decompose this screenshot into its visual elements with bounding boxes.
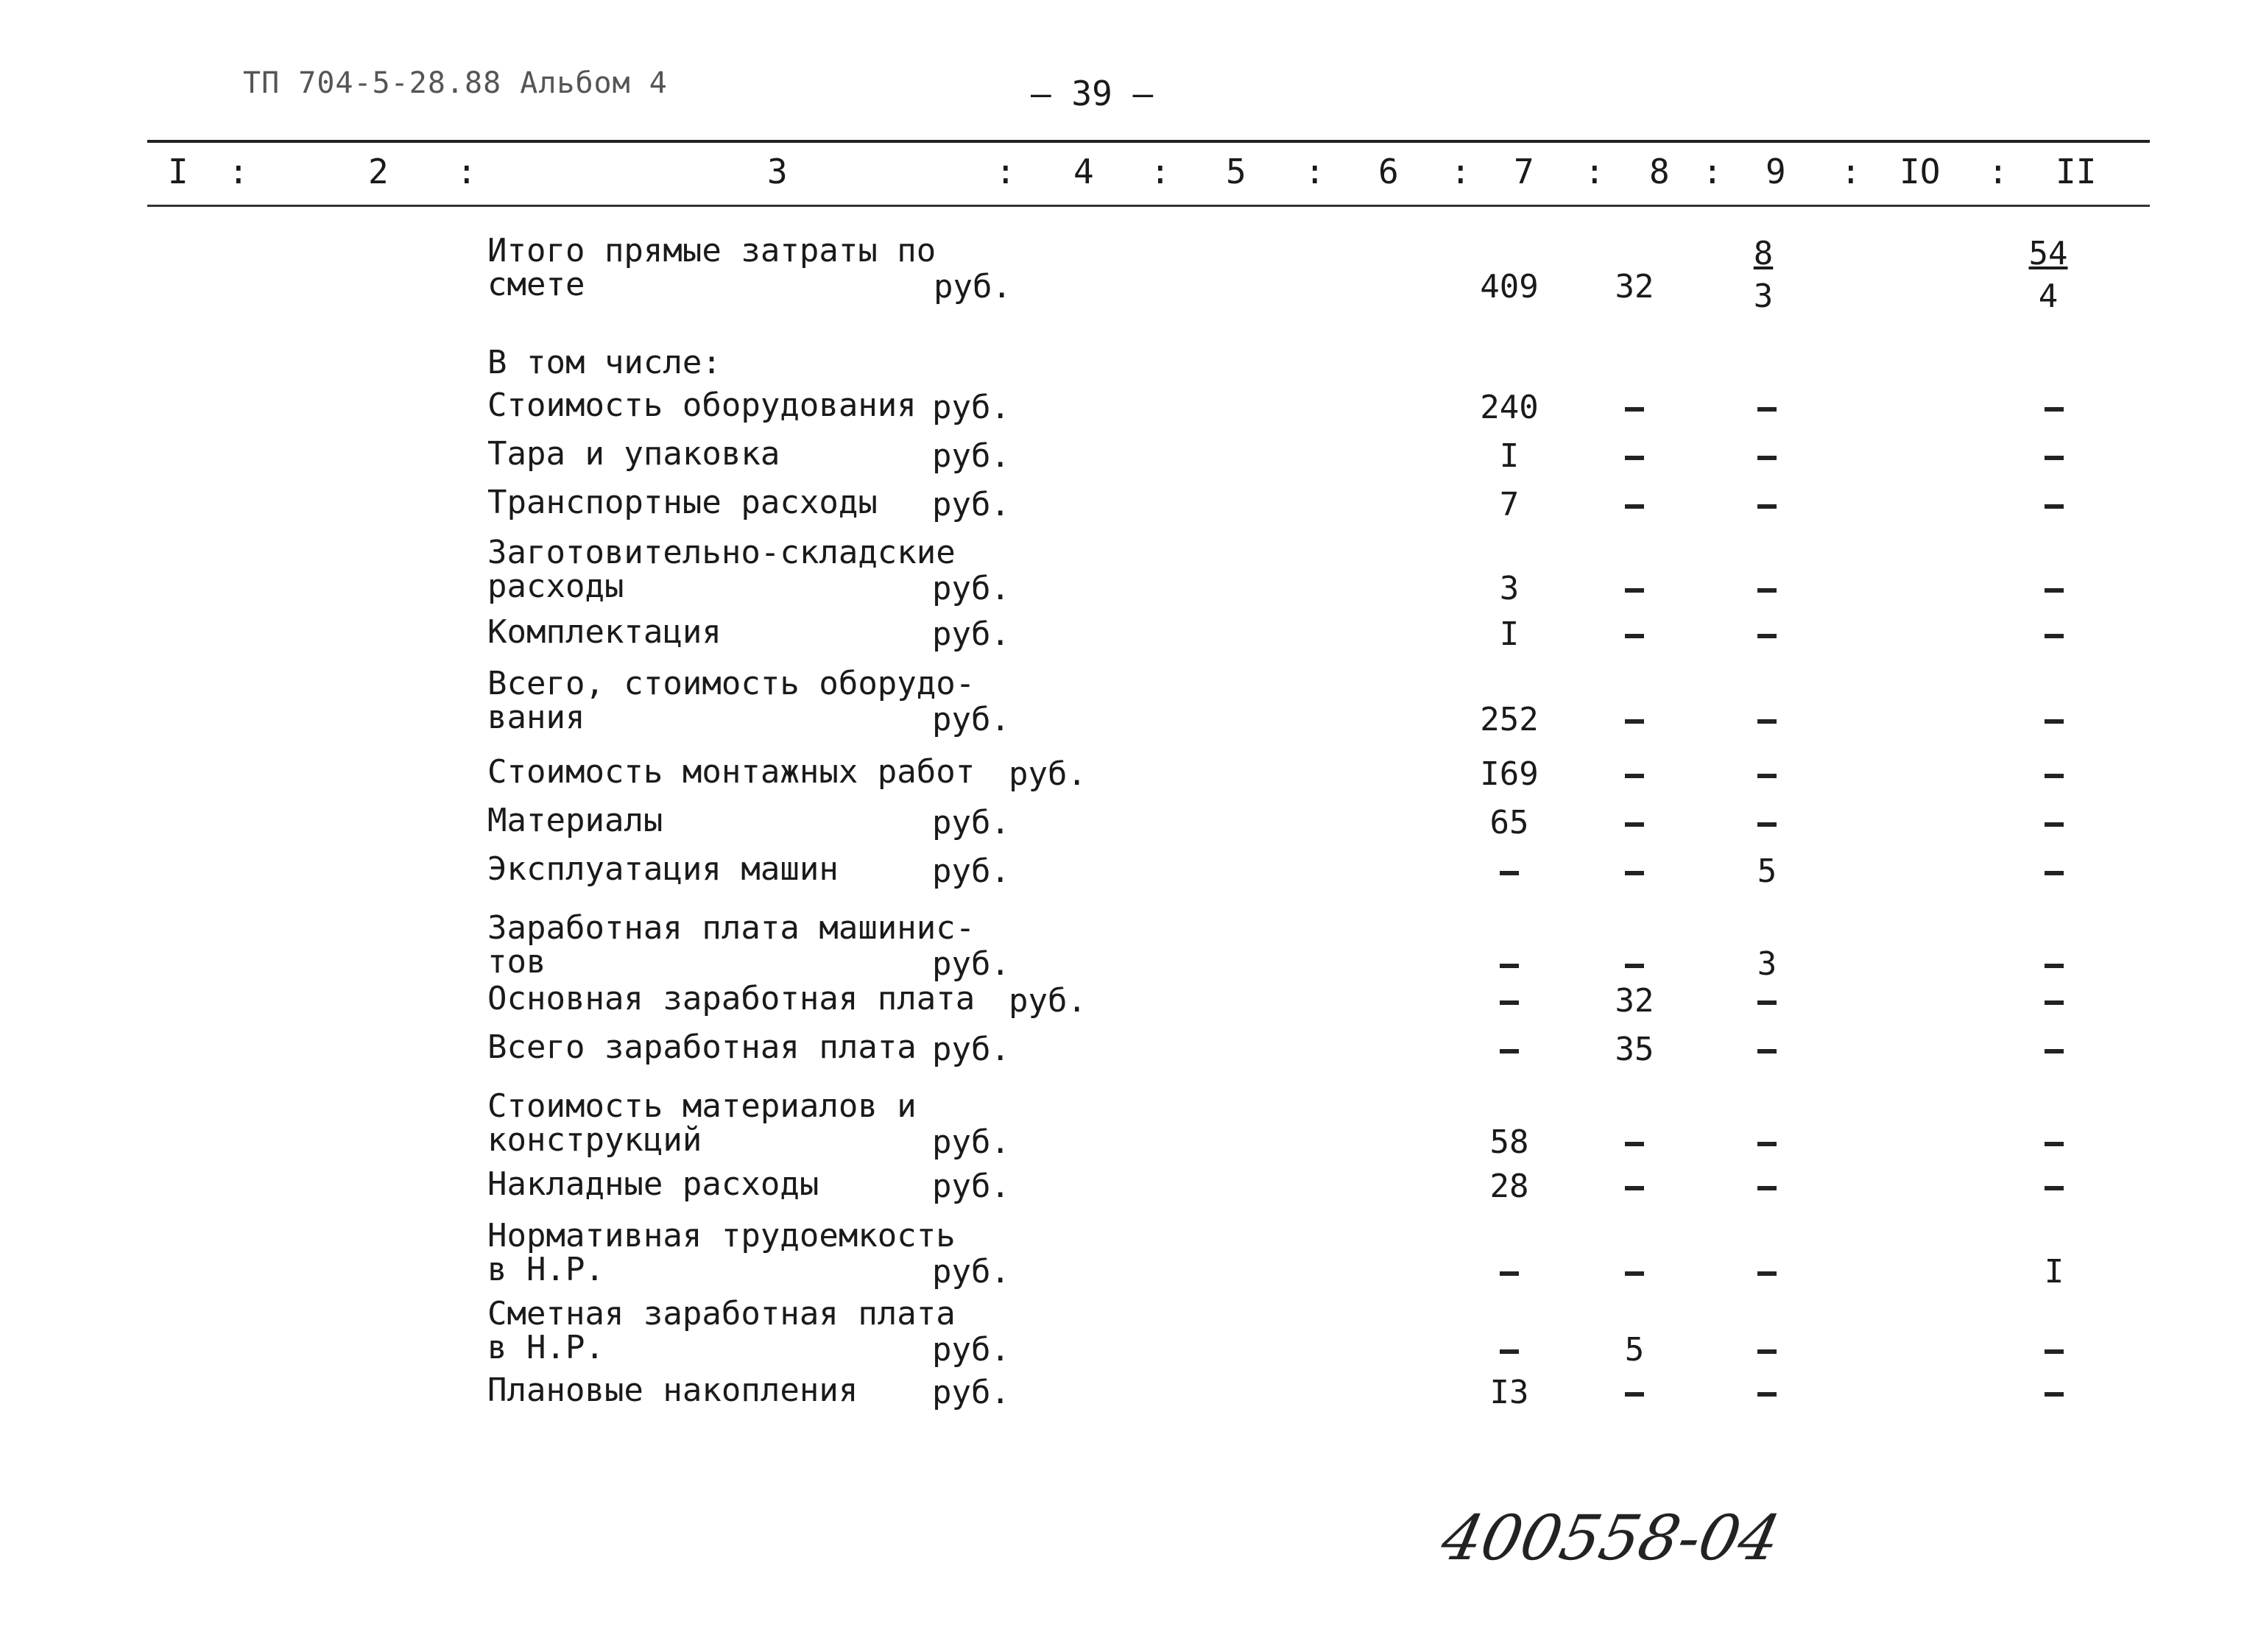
cell-c11 — [2010, 701, 2098, 738]
dash-mark — [1500, 871, 1519, 875]
dash-mark — [2045, 774, 2064, 778]
row-label-continuation: в Н.Р. — [487, 1251, 604, 1288]
page-number: – 39 – — [1031, 74, 1154, 113]
cell-c11 — [2010, 804, 2098, 841]
dash-mark — [1500, 964, 1519, 968]
dash-mark — [1625, 719, 1644, 724]
row-label: Эксплуатация машин — [487, 850, 839, 888]
dash-mark — [2045, 456, 2064, 460]
dash-mark — [2045, 1142, 2064, 1146]
row-label: Транспортные расходы — [487, 484, 878, 521]
cell-c9 — [1723, 982, 1811, 1020]
row-label: Заготовительно-складские — [487, 534, 956, 571]
dash-mark — [1757, 407, 1777, 412]
dash-mark — [2045, 719, 2064, 724]
row-label: Заработная плата машинис- — [487, 909, 976, 947]
row-label-continuation: в Н.Р. — [487, 1329, 604, 1366]
row-label: Нормативная трудоемкость — [487, 1217, 956, 1254]
total-col7: 409 — [1480, 268, 1539, 306]
cell-c9 — [1723, 1031, 1811, 1068]
dash-mark — [1757, 1349, 1777, 1354]
dash-mark — [2045, 407, 2064, 412]
column-header: IO — [1900, 152, 1941, 191]
cell-c8 — [1590, 755, 1679, 793]
dash-mark — [1500, 1049, 1519, 1053]
cell-c11 — [2010, 1331, 2098, 1369]
cell-c8 — [1590, 853, 1679, 890]
cell-c9 — [1723, 1123, 1811, 1161]
cell-c7: 65 — [1489, 804, 1529, 841]
table-top-rule — [147, 140, 2150, 143]
cell-c11 — [2010, 1168, 2098, 1205]
column-header: II — [2056, 152, 2097, 191]
row-unit: руб. — [932, 945, 1010, 983]
dash-mark — [1757, 588, 1777, 593]
column-separator: : — [1305, 152, 1325, 191]
cell-c8 — [1590, 570, 1679, 607]
cell-c8: 5 — [1624, 1331, 1645, 1369]
row-label: Материалы — [487, 802, 663, 839]
column-separator: : — [1150, 152, 1171, 191]
dash-mark — [1625, 634, 1644, 638]
dash-mark — [1500, 1271, 1519, 1276]
cell-c8 — [1590, 1253, 1679, 1291]
cell-c9 — [1723, 437, 1811, 475]
column-header: 9 — [1766, 152, 1786, 191]
dash-mark — [2045, 1349, 2064, 1354]
cell-c11 — [2010, 389, 2098, 426]
dash-mark — [2045, 1000, 2064, 1005]
row-unit: руб. — [932, 486, 1010, 523]
dash-mark — [1625, 407, 1644, 412]
dash-mark — [1757, 822, 1777, 827]
cell-c7 — [1465, 1031, 1553, 1068]
row-unit: руб. — [932, 1331, 1010, 1369]
total-col9-fraction — [1719, 233, 1807, 318]
cell-c7: 58 — [1489, 1123, 1529, 1161]
cell-c7: 28 — [1489, 1168, 1529, 1205]
column-header: 7 — [1514, 152, 1534, 191]
column-header: 8 — [1649, 152, 1670, 191]
total-col11-denominator: 4 — [2038, 278, 2059, 315]
cell-c9 — [1723, 804, 1811, 841]
cell-c9 — [1723, 1331, 1811, 1369]
column-separator: : — [1584, 152, 1605, 191]
cell-c8 — [1590, 945, 1679, 983]
cell-c7: I — [1499, 615, 1520, 653]
handwritten-number: 400558-04 — [1435, 1502, 1787, 1574]
cell-c7: I — [1499, 437, 1520, 475]
row-label-continuation: тов — [487, 943, 546, 981]
dash-mark — [1625, 1392, 1644, 1397]
cell-c11 — [2010, 615, 2098, 653]
dash-mark — [1625, 871, 1644, 875]
row-unit: руб. — [932, 1168, 1010, 1205]
row-label: Тара и упаковка — [487, 435, 780, 473]
cell-c8 — [1590, 615, 1679, 653]
cell-c9 — [1723, 570, 1811, 607]
cell-c7 — [1465, 853, 1553, 890]
row-label: Стоимость материалов и — [487, 1087, 917, 1125]
cell-c11 — [2010, 945, 2098, 983]
column-separator: : — [995, 152, 1016, 191]
row-unit: руб. — [932, 804, 1010, 841]
cell-c7: 252 — [1480, 701, 1539, 738]
dash-mark — [1625, 774, 1644, 778]
table-header-rule — [147, 205, 2150, 207]
cell-c11: I — [2044, 1253, 2064, 1291]
total-label-line1: Итого прямые затраты по — [487, 232, 937, 269]
cell-c9 — [1723, 755, 1811, 793]
dash-mark — [1625, 588, 1644, 593]
row-label: Сметная заработная плата — [487, 1295, 956, 1332]
dash-mark — [1757, 1049, 1777, 1053]
row-label: Стоимость монтажных работ — [487, 753, 976, 791]
cell-c11 — [2010, 853, 2098, 890]
dash-mark — [1625, 1142, 1644, 1146]
dash-mark — [2045, 634, 2064, 638]
cell-c9 — [1723, 389, 1811, 426]
dash-mark — [1757, 634, 1777, 638]
dash-mark — [2045, 504, 2064, 509]
dash-mark — [2045, 871, 2064, 875]
dash-mark — [1625, 1186, 1644, 1190]
cell-c11 — [2010, 1031, 2098, 1068]
dash-mark — [1625, 504, 1644, 509]
dash-mark — [1757, 504, 1777, 509]
column-header: 4 — [1073, 152, 1094, 191]
dash-mark — [1757, 1142, 1777, 1146]
cell-c8 — [1590, 1168, 1679, 1205]
cell-c9: 3 — [1757, 945, 1777, 983]
total-col11-numerator: 54 — [2028, 235, 2068, 272]
row-label: Накладные расходы — [487, 1165, 819, 1203]
cell-c8 — [1590, 804, 1679, 841]
column-header: 6 — [1378, 152, 1399, 191]
cell-c8: 35 — [1615, 1031, 1654, 1068]
row-unit: руб. — [932, 570, 1010, 607]
row-label-continuation: конструкций — [487, 1121, 702, 1159]
row-label: Всего, стоимость оборудо- — [487, 665, 976, 702]
cell-c8 — [1590, 1123, 1679, 1161]
total-col11-fraction — [2004, 233, 2092, 318]
column-header: 2 — [368, 152, 389, 191]
dash-mark — [2045, 1392, 2064, 1397]
dash-mark — [1757, 1186, 1777, 1190]
column-separator: : — [1702, 152, 1723, 191]
cell-c9 — [1723, 701, 1811, 738]
dash-mark — [1500, 1000, 1519, 1005]
row-unit: руб. — [932, 1253, 1010, 1291]
cell-c8 — [1590, 486, 1679, 523]
document-code: ТП 704-5-28.88 Альбом 4 — [243, 66, 668, 100]
dash-mark — [1625, 1271, 1644, 1276]
cell-c9: 5 — [1757, 853, 1777, 890]
cell-c7 — [1465, 982, 1553, 1020]
dash-mark — [2045, 588, 2064, 593]
cell-c7: 240 — [1480, 389, 1539, 426]
row-unit: руб. — [932, 1031, 1010, 1068]
cell-c8 — [1590, 389, 1679, 426]
row-label: Комплектация — [487, 613, 722, 651]
dash-mark — [1757, 456, 1777, 460]
including-label: В том числе: — [487, 344, 722, 381]
column-separator: : — [228, 152, 249, 191]
cell-c9 — [1723, 615, 1811, 653]
row-label: Плановые накопления — [487, 1372, 858, 1409]
column-header: 3 — [767, 152, 788, 191]
cell-c9 — [1723, 1253, 1811, 1291]
row-unit: руб. — [932, 437, 1010, 475]
cell-c11 — [2010, 1374, 2098, 1411]
dash-mark — [1757, 1392, 1777, 1397]
cell-c11 — [2010, 486, 2098, 523]
cell-c7: 3 — [1499, 570, 1520, 607]
dash-mark — [2045, 1049, 2064, 1053]
total-col9-numerator: 8 — [1753, 235, 1774, 272]
cell-c11 — [2010, 437, 2098, 475]
row-unit: руб. — [932, 389, 1010, 426]
column-separator: : — [1450, 152, 1471, 191]
dash-mark — [2045, 1186, 2064, 1190]
dash-mark — [1757, 1000, 1777, 1005]
dash-mark — [2045, 822, 2064, 827]
dash-mark — [1625, 964, 1644, 968]
row-unit: руб. — [932, 701, 1010, 738]
total-label-line2: смете — [487, 266, 585, 303]
row-unit: руб. — [932, 853, 1010, 890]
cell-c8 — [1590, 701, 1679, 738]
total-unit: руб. — [934, 268, 1012, 306]
column-header: I — [168, 152, 188, 191]
column-separator: : — [1841, 152, 1861, 191]
dash-mark — [1757, 774, 1777, 778]
column-separator: : — [1988, 152, 2008, 191]
row-unit: руб. — [1009, 755, 1087, 793]
dash-mark — [1625, 456, 1644, 460]
total-col8: 32 — [1615, 268, 1654, 306]
cell-c7 — [1465, 1253, 1553, 1291]
cell-c8 — [1590, 1374, 1679, 1411]
row-unit: руб. — [932, 1123, 1010, 1161]
cell-c11 — [2010, 982, 2098, 1020]
cell-c7: I3 — [1489, 1374, 1529, 1411]
dash-mark — [1625, 822, 1644, 827]
column-header: 5 — [1226, 152, 1246, 191]
row-label-continuation: вания — [487, 699, 585, 736]
row-unit: руб. — [932, 1374, 1010, 1411]
cell-c9 — [1723, 1168, 1811, 1205]
column-separator: : — [456, 152, 477, 191]
cell-c7: I69 — [1480, 755, 1539, 793]
cell-c7 — [1465, 1331, 1553, 1369]
dash-mark — [1500, 1349, 1519, 1354]
dash-mark — [2045, 964, 2064, 968]
cell-c11 — [2010, 1123, 2098, 1161]
cell-c11 — [2010, 570, 2098, 607]
cell-c9 — [1723, 1374, 1811, 1411]
row-label: Стоимость оборудования — [487, 386, 917, 424]
cell-c7: 7 — [1499, 486, 1520, 523]
cell-c8 — [1590, 437, 1679, 475]
row-label-continuation: расходы — [487, 568, 624, 605]
cell-c7 — [1465, 945, 1553, 983]
total-col9-denominator: 3 — [1753, 278, 1774, 315]
row-unit: руб. — [1009, 982, 1087, 1020]
row-label: Всего заработная плата — [487, 1028, 917, 1066]
cell-c11 — [2010, 755, 2098, 793]
row-unit: руб. — [932, 615, 1010, 653]
row-label: Основная заработная плата — [487, 980, 976, 1017]
cell-c9 — [1723, 486, 1811, 523]
cell-c8: 32 — [1615, 982, 1654, 1020]
dash-mark — [1757, 719, 1777, 724]
dash-mark — [1757, 1271, 1777, 1276]
